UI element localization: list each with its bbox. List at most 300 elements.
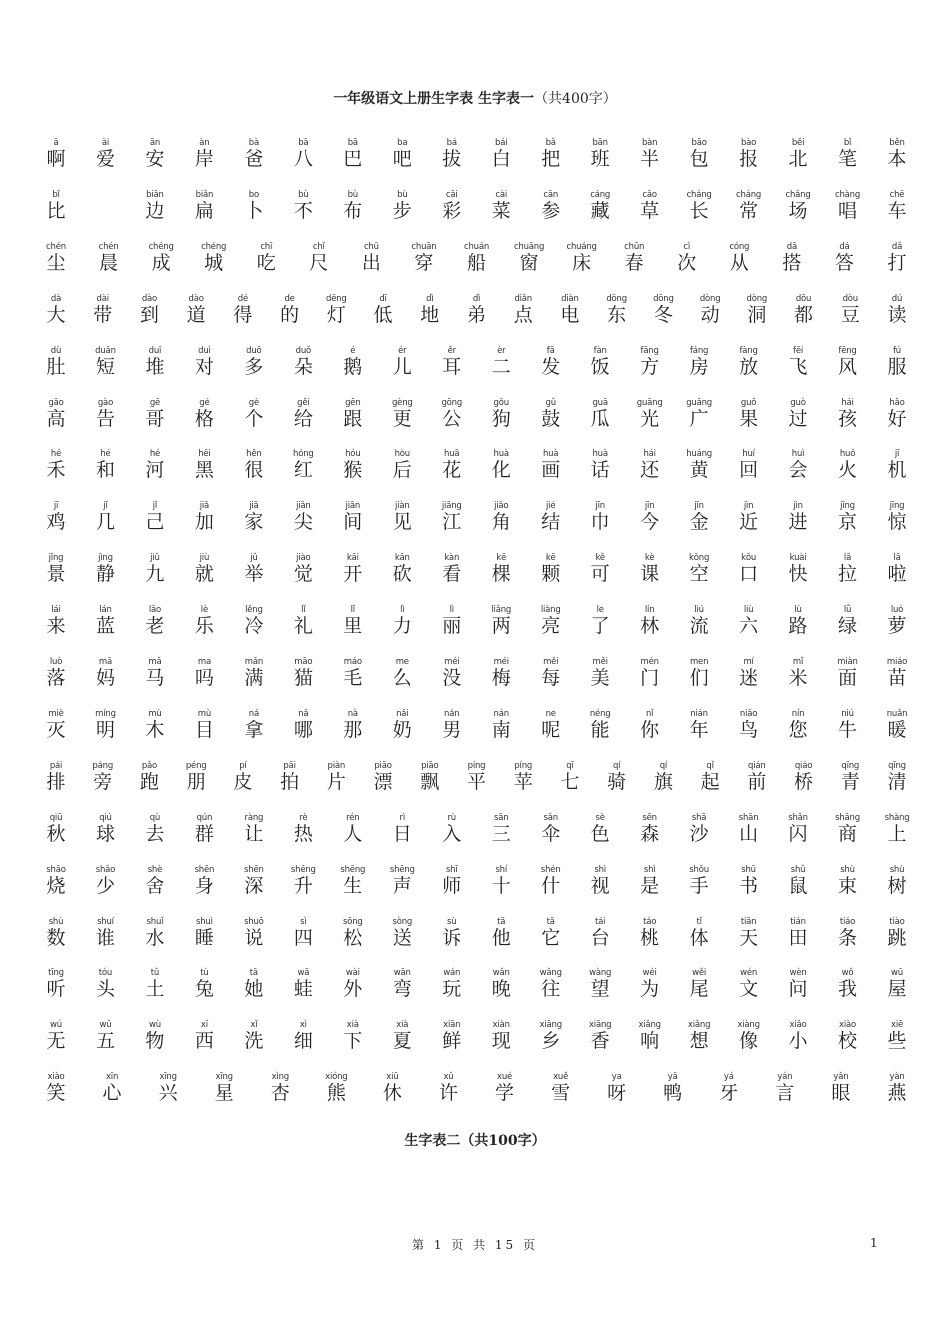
pinyin: jīn [644, 501, 655, 512]
hanzi: 读 [887, 303, 907, 326]
hanzi: 细 [293, 1030, 313, 1053]
character-cell [234, 449, 274, 481]
pinyin: chǎng [785, 189, 811, 200]
pinyin: xià [396, 1020, 409, 1031]
pinyin: niǎo [739, 708, 758, 719]
hanzi: 丽 [442, 615, 462, 638]
character-cell [432, 346, 472, 378]
pinyin: xiào [47, 1072, 65, 1083]
hanzi: 让 [244, 822, 264, 845]
pinyin: cǎo [642, 189, 657, 200]
character-cell [432, 449, 472, 481]
hanzi: 吧 [392, 148, 412, 170]
character-cell [580, 553, 620, 585]
hanzi: 老 [145, 615, 165, 638]
character-cell [481, 398, 521, 430]
hanzi: 他 [491, 926, 511, 949]
pinyin: gǒu [493, 397, 509, 408]
pinyin: wū [891, 968, 903, 979]
pinyin: xiān [443, 1020, 461, 1031]
hanzi: 鹅 [343, 355, 363, 378]
character-cell [630, 449, 670, 481]
hanzi: 旗 [653, 770, 673, 793]
hanzi: 流 [689, 615, 709, 638]
character-cell [531, 917, 571, 949]
hanzi: 发 [541, 355, 561, 378]
pinyin: cān [543, 189, 559, 200]
hanzi: 彩 [442, 199, 462, 222]
hanzi: 十 [491, 874, 511, 897]
hanzi: 漂 [373, 770, 393, 793]
pinyin: duì [198, 345, 211, 356]
character-cell [234, 657, 274, 689]
character-cell [36, 605, 76, 637]
character-cell [778, 501, 818, 533]
pinyin: lěng [245, 605, 263, 616]
pinyin: shēng [290, 864, 316, 875]
pinyin: chū [363, 241, 379, 252]
hanzi: 三 [491, 822, 511, 845]
character-cell [737, 294, 777, 326]
hanzi: 去 [145, 822, 165, 845]
pinyin: dā [786, 241, 797, 252]
hanzi: 什 [541, 874, 561, 897]
character-cell [828, 138, 868, 170]
character-cell [283, 138, 323, 170]
character-cell [410, 761, 450, 793]
hanzi: 两 [491, 615, 511, 638]
pinyin: dòu [842, 293, 858, 304]
character-cell [679, 917, 719, 949]
character-cell [36, 138, 76, 170]
character-cell [85, 346, 125, 378]
pinyin: huà [592, 449, 608, 460]
character-cell [778, 346, 818, 378]
character-cell [778, 190, 818, 222]
hanzi: 伞 [541, 822, 561, 845]
character-cell [729, 917, 769, 949]
hanzi: 己 [145, 511, 165, 534]
hanzi: 孩 [838, 407, 858, 430]
character-cell [830, 761, 870, 793]
hanzi: 人 [343, 822, 363, 845]
hanzi: 言 [775, 1082, 795, 1105]
pinyin: rù [447, 812, 456, 823]
pinyin: fā [546, 345, 555, 356]
character-cell [382, 657, 422, 689]
hanzi: 春 [624, 251, 644, 274]
character-cell [630, 968, 670, 1000]
pinyin: wǒ [841, 968, 854, 979]
character-cell [283, 709, 323, 741]
character-cell [503, 761, 543, 793]
character-cell [719, 242, 759, 274]
hanzi: 多 [244, 355, 264, 378]
character-cell [89, 242, 129, 274]
hanzi: 响 [640, 1030, 660, 1053]
character-cell [333, 346, 373, 378]
pinyin: dòng [746, 293, 768, 304]
hanzi: 啊 [46, 148, 66, 170]
character-cell [432, 917, 472, 949]
character-cell [481, 865, 521, 897]
pinyin: hái [643, 449, 656, 460]
hanzi: 会 [788, 459, 808, 482]
pinyin: bo [248, 189, 259, 200]
character-cell [679, 813, 719, 845]
character-cell [821, 1072, 861, 1104]
hanzi: 热 [293, 822, 313, 845]
pinyin: māo [294, 657, 313, 667]
hanzi: 机 [887, 459, 907, 482]
hanzi: 话 [590, 459, 610, 482]
character-cell [85, 709, 125, 741]
hanzi: 岸 [194, 148, 214, 170]
pinyin: cháng [686, 189, 712, 200]
hanzi: 下 [343, 1030, 363, 1053]
character-cell [333, 398, 373, 430]
hanzi: 堆 [145, 355, 165, 378]
hanzi: 搭 [782, 251, 802, 274]
pinyin: duǎn [95, 345, 116, 356]
pinyin: miè [48, 708, 64, 719]
hanzi: 睡 [194, 926, 214, 949]
character-cell [382, 190, 422, 222]
pinyin: xiàng [737, 1020, 760, 1031]
pinyin: péng [185, 760, 207, 771]
hanzi: 还 [640, 459, 660, 482]
pinyin: duī [148, 345, 162, 356]
pinyin: bāo [691, 138, 707, 148]
character-cell [410, 294, 450, 326]
pinyin: shā [691, 812, 707, 823]
hanzi: 画 [541, 459, 561, 482]
hanzi: 哥 [145, 407, 165, 430]
character-cell [778, 657, 818, 689]
hanzi: 黑 [194, 459, 214, 482]
pinyin: jiǔ [150, 553, 160, 564]
character-cell [481, 501, 521, 533]
character-cell [667, 242, 707, 274]
hanzi: 家 [244, 511, 264, 534]
hanzi: 那 [343, 718, 363, 741]
pinyin: nǎ [298, 708, 309, 719]
pinyin: gèng [391, 397, 413, 408]
pinyin: dù [50, 345, 62, 356]
character-cell [481, 138, 521, 170]
hanzi: 书 [739, 874, 759, 897]
character-cell [85, 657, 125, 689]
pinyin: sēn [642, 812, 657, 823]
hanzi: 乐 [194, 615, 214, 638]
pinyin: tǐ [696, 916, 702, 927]
hanzi: 桃 [640, 926, 660, 949]
character-cell [531, 709, 571, 741]
pinyin: tiáo [839, 916, 856, 927]
pinyin: miàn [837, 657, 858, 667]
pinyin: xīng [215, 1072, 233, 1083]
character-cell [531, 657, 571, 689]
hanzi: 景 [46, 563, 66, 586]
hanzi: 旁 [93, 770, 113, 793]
hanzi: 开 [343, 563, 363, 586]
hanzi: 的 [280, 303, 300, 326]
pinyin: lǜ [843, 605, 852, 616]
hanzi: 低 [373, 303, 393, 326]
hanzi: 啦 [887, 563, 907, 586]
pinyin: xìng [271, 1072, 289, 1083]
character-cell [509, 242, 549, 274]
character-cell [481, 657, 521, 689]
pinyin: lì [449, 605, 454, 616]
pinyin: jìn [793, 501, 803, 512]
pinyin: miáo [886, 657, 908, 667]
character-cell [36, 813, 76, 845]
character-cell [828, 709, 868, 741]
character-cell [184, 605, 224, 637]
character-cell [485, 1072, 525, 1104]
character-cell [351, 242, 391, 274]
hanzi: 给 [293, 407, 313, 430]
pinyin: bān [592, 138, 608, 148]
hanzi: 球 [95, 822, 115, 845]
hanzi: 绿 [838, 615, 858, 638]
hanzi: 吃 [256, 251, 276, 274]
character-cell [778, 138, 818, 170]
pinyin: táo [643, 916, 657, 927]
pinyin: sōng [343, 916, 363, 927]
pinyin: shuǐ [146, 916, 164, 927]
pinyin: diàn [561, 293, 579, 304]
hanzi: 扁 [194, 199, 214, 222]
pinyin: tā [497, 916, 506, 927]
pinyin: rì [399, 812, 406, 823]
hanzi: 送 [392, 926, 412, 949]
pinyin: chén [98, 241, 119, 252]
pinyin: piàn [327, 760, 346, 771]
character-cell [372, 1072, 412, 1104]
pinyin: jīn [595, 501, 605, 512]
pinyin: xiàn [492, 1020, 510, 1031]
character-cell [382, 346, 422, 378]
hanzi: 课 [640, 563, 660, 586]
hanzi: 草 [640, 199, 660, 222]
pinyin: mù [148, 708, 162, 719]
character-cell [679, 138, 719, 170]
character-cell [184, 398, 224, 430]
pinyin: lǐ [301, 605, 306, 616]
hanzi: 蛙 [293, 978, 313, 1001]
hanzi: 动 [700, 303, 720, 326]
character-cell [382, 813, 422, 845]
hanzi: 后 [392, 459, 412, 482]
hanzi: 角 [491, 511, 511, 534]
title-count: （共400字） [534, 91, 617, 107]
character-cell [36, 501, 76, 533]
hanzi: 常 [739, 199, 759, 222]
character-cell [877, 501, 917, 533]
character-cell [223, 294, 263, 326]
hanzi: 砍 [392, 563, 412, 586]
character-cell [630, 813, 670, 845]
pinyin: huà [493, 449, 509, 460]
pinyin: qī [566, 760, 574, 771]
character-cell [630, 917, 670, 949]
title-main: 一年级语文上册生字表 生字表一 [333, 91, 535, 107]
hanzi: 能 [590, 718, 610, 741]
pinyin: sù [447, 916, 457, 927]
character-cell [828, 501, 868, 533]
hanzi: 排 [46, 770, 66, 793]
character-cell [531, 138, 571, 170]
hanzi: 和 [95, 459, 115, 482]
hanzi: 近 [739, 511, 759, 534]
pinyin: shì [643, 864, 656, 875]
hanzi: 文 [739, 978, 759, 1001]
pinyin: piāo [374, 760, 392, 771]
character-cell [316, 294, 356, 326]
character-cell [830, 294, 870, 326]
character-cell [299, 242, 339, 274]
character-cell [333, 917, 373, 949]
character-cell [184, 813, 224, 845]
character-cell [481, 813, 521, 845]
hanzi: 舍 [145, 874, 165, 897]
pinyin: bù [347, 189, 358, 200]
character-cell [531, 1020, 571, 1052]
pinyin: guāng [636, 397, 663, 408]
hanzi: 尘 [46, 251, 66, 274]
character-cell [630, 1020, 670, 1052]
pinyin: shén [540, 864, 561, 875]
pinyin: àn [199, 138, 210, 148]
pinyin: shū [741, 864, 756, 875]
pinyin: gěi [297, 397, 310, 408]
character-cell [729, 190, 769, 222]
hanzi: 清 [887, 770, 907, 793]
character-cell [382, 1020, 422, 1052]
hanzi: 深 [244, 874, 264, 897]
hanzi: 马 [145, 667, 165, 689]
character-cell [85, 1020, 125, 1052]
character-cell [363, 294, 403, 326]
pinyin: fàng [739, 345, 758, 356]
character-cell [828, 1020, 868, 1052]
hanzi: 满 [244, 667, 264, 689]
hanzi: 鸭 [663, 1082, 683, 1105]
hanzi: 身 [194, 874, 214, 897]
character-cell [457, 242, 497, 274]
character-cell [580, 398, 620, 430]
character-cell [679, 398, 719, 430]
character-cell [135, 657, 175, 689]
pinyin: méi [493, 657, 509, 667]
character-cell [234, 501, 274, 533]
hanzi: 洗 [244, 1030, 264, 1053]
hanzi: 望 [590, 978, 610, 1001]
pinyin: qiáo [794, 760, 813, 771]
hanzi: 告 [95, 407, 115, 430]
hanzi: 片 [326, 770, 346, 793]
character-cell [877, 294, 917, 326]
character-cell [828, 657, 868, 689]
character-cell [184, 553, 224, 585]
character-cell [333, 449, 373, 481]
pinyin: lái [51, 605, 61, 616]
pinyin: yàn [889, 1072, 905, 1083]
hanzi: 包 [689, 148, 709, 170]
hanzi: 果 [739, 407, 759, 430]
hanzi: 些 [887, 1030, 907, 1053]
character-cell [85, 605, 125, 637]
character-cell [630, 865, 670, 897]
hanzi: 眼 [831, 1082, 851, 1105]
character-cell [135, 346, 175, 378]
pinyin: wǔ [99, 1020, 112, 1031]
pinyin: jǐng [48, 553, 64, 564]
hanzi: 打 [887, 251, 907, 274]
character-cell [382, 917, 422, 949]
character-cell [653, 1072, 693, 1104]
hanzi: 桥 [794, 770, 814, 793]
pinyin: shǒu [689, 864, 709, 875]
hanzi: 房 [689, 355, 709, 378]
hanzi: 听 [46, 978, 66, 1001]
hanzi: 今 [640, 511, 660, 534]
hanzi: 鸟 [739, 718, 759, 741]
hanzi: 场 [788, 199, 808, 222]
hanzi: 得 [233, 303, 253, 326]
hanzi: 明 [95, 718, 115, 741]
character-cell [580, 346, 620, 378]
character-cell [481, 605, 521, 637]
hanzi: 几 [95, 511, 115, 534]
hanzi: 狗 [491, 407, 511, 430]
pinyin: hóng [293, 449, 314, 460]
hanzi: 森 [640, 822, 660, 845]
hanzi: 冬 [653, 303, 673, 326]
pinyin: tù [200, 968, 209, 979]
pinyin: lǐ [350, 605, 355, 616]
pinyin: liú [694, 605, 704, 616]
hanzi: 秋 [46, 822, 66, 845]
character-cell [481, 346, 521, 378]
character-cell [457, 761, 497, 793]
character-cell [828, 190, 868, 222]
pinyin: dú [891, 293, 903, 304]
character-cell [828, 449, 868, 481]
hanzi: 乡 [541, 1030, 561, 1053]
hanzi: 就 [194, 563, 214, 586]
pinyin: dēng [326, 293, 347, 304]
character-cell [630, 605, 670, 637]
pinyin: wā [297, 968, 310, 979]
hanzi: 们 [689, 667, 709, 689]
character-cell [729, 346, 769, 378]
character-cell [778, 865, 818, 897]
pinyin: me [395, 657, 409, 667]
hanzi: 车 [887, 199, 907, 222]
hanzi: 猴 [343, 459, 363, 482]
character-cell [283, 917, 323, 949]
character-cell [481, 190, 521, 222]
pinyin: shǎn [788, 812, 808, 823]
character-cell [85, 138, 125, 170]
character-cell [679, 553, 719, 585]
pinyin: é [350, 345, 356, 356]
hanzi: 兔 [194, 978, 214, 1001]
hanzi: 广 [689, 407, 709, 430]
